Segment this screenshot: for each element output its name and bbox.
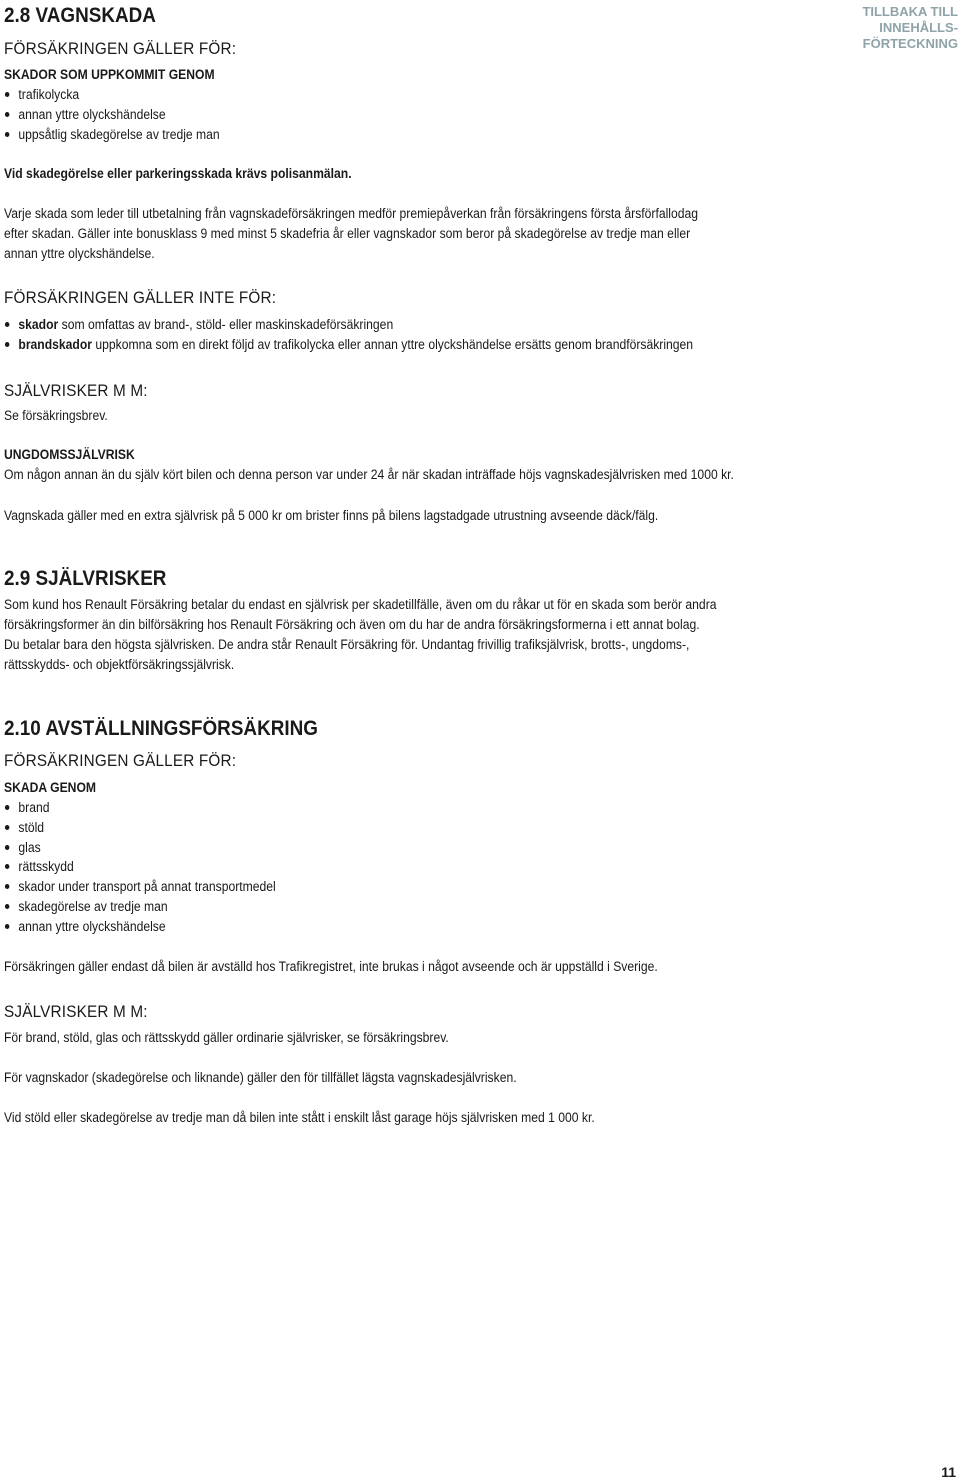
premium-line: efter skadan. Gäller inte bonusklass 9 med minst 5 skadefria år eller vagnskador som beror på skadegörelse av tredje man eller <box>4 226 691 241</box>
toc-link-line-3: FÖRTECKNING <box>862 36 958 51</box>
list-item: stöld <box>4 818 276 838</box>
list-item: annan yttre olyckshändelse <box>4 917 276 937</box>
not-covers-list <box>4 315 770 355</box>
list-item: skador som omfattas av brand-, stöld- eller maskinskadeförsäkringen <box>4 315 693 335</box>
section-title-2-10: 2.10 AVSTÄLLNINGSFÖRSÄKRING <box>4 717 318 740</box>
youth-text: Om någon annan än du själv kört bilen och denna person var under 24 år när skadan inträffade höjs vagnskadesjälvrisken med 1000 kr. <box>4 467 734 482</box>
list-item: annan yttre olyckshändelse <box>4 105 220 125</box>
premium-line: Varje skada som leder till utbetalning från vagnskadeförsäkringen medför premiepåverkan från försäkringens första årsförfallodag <box>4 206 699 221</box>
police-note: Vid skadegörelse eller parkeringsskada krävs polisanmälan. <box>4 166 352 181</box>
deductibles-line: För vagnskador (skadegörelse och liknande) gäller den för tillfället lägsta vagnskadesjälvrisken. <box>4 1070 517 1085</box>
deductibles-line: Vid stöld eller skadegörelse av tredje man då bilen inte stått i enskilt låst garage höjs självrisken med 1 000 kr. <box>4 1110 595 1125</box>
page-number: 11 <box>941 1464 956 1480</box>
damage-heading-2-10: SKADA GENOM <box>4 780 97 795</box>
deductibles-paragraph-2-9 <box>4 595 796 675</box>
deductibles-heading-2-8: SJÄLVRISKER M M: <box>4 381 148 400</box>
not-covers-heading: FÖRSÄKRINGEN GÄLLER INTE FÖR: <box>4 288 277 307</box>
premium-line: annan yttre olyckshändelse. <box>4 246 155 261</box>
damage-list-2-8 <box>4 85 244 144</box>
list-item: rättsskydd <box>4 857 276 877</box>
damage-list-2-10 <box>4 798 306 937</box>
paragraph-line: Du betalar bara den högsta självrisken. De andra står Renault Försäkring för. Undantag frivillig trafiksjälvrisk, brotts-, ungdoms-, <box>4 637 690 652</box>
list-item: skadegörelse av tredje man <box>4 897 276 917</box>
list-item: uppsåtlig skadegörelse av tredje man <box>4 125 220 145</box>
list-item: skador under transport på annat transportmedel <box>4 877 276 897</box>
toc-link-line-2: INNEHÅLLS- <box>879 20 958 35</box>
list-item: trafikolycka <box>4 85 220 105</box>
premium-paragraph <box>4 204 775 264</box>
section-title-2-9: 2.9 SJÄLVRISKER <box>4 567 167 590</box>
list-item: brand <box>4 798 276 818</box>
section-title-2-8: 2.8 VAGNSKADA <box>4 4 156 27</box>
toc-back-link[interactable] <box>848 4 958 52</box>
paragraph-line: Som kund hos Renault Försäkring betalar du endast en självrisk per skadetillfälle, även om du råkar ut för en skada som berör andra <box>4 597 717 612</box>
covers-heading-2-10: FÖRSÄKRINGEN GÄLLER FÖR: <box>4 751 237 770</box>
damage-heading-2-8: SKADOR SOM UPPKOMMIT GENOM <box>4 67 215 82</box>
deductibles-heading-2-10: SJÄLVRISKER M M: <box>4 1002 148 1021</box>
list-item: brandskador uppkomna som en direkt följd av trafikolycka eller annan yttre olyckshändelse ersätts genom brandförsäkringen <box>4 335 693 355</box>
youth-heading: UNGDOMSSJÄLVRISK <box>4 447 135 462</box>
registry-text: Försäkringen gäller endast då bilen är avställd hos Trafikregistret, inte brukas i något avseende och är uppställd i Sverige. <box>4 959 658 974</box>
tire-text: Vagnskada gäller med en extra självrisk på 5 000 kr om brister finns på bilens lagstadgade utrustning avseende däck/fälg. <box>4 508 659 523</box>
paragraph-line: försäkringsformer än din bilförsäkring hos Renault Försäkring och även om du har de andra försäkringsformerna i ett annat bolag. <box>4 617 700 632</box>
toc-link-line-1: TILLBAKA TILL <box>862 4 958 19</box>
covers-heading-2-8: FÖRSÄKRINGEN GÄLLER FÖR: <box>4 39 237 58</box>
list-item: glas <box>4 838 276 858</box>
paragraph-line: rättsskydds- och objektförsäkringssjälvrisk. <box>4 657 235 672</box>
deductibles-line: För brand, stöld, glas och rättsskydd gäller ordinarie självrisker, se försäkringsbrev. <box>4 1030 449 1045</box>
deductibles-text-2-8: Se försäkringsbrev. <box>4 408 108 423</box>
